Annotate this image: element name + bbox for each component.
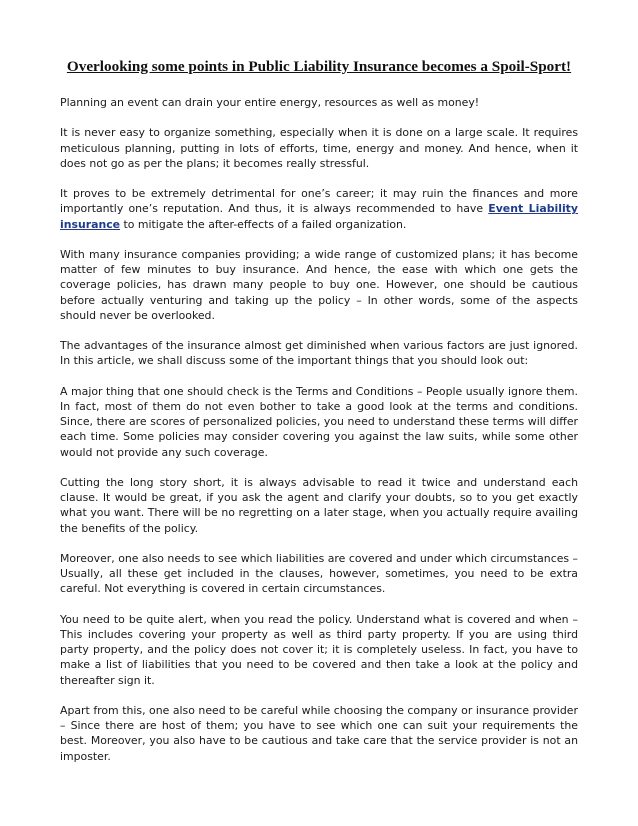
paragraph-text: to mitigate the after-effects of a failed organization. bbox=[120, 217, 407, 231]
paragraph-text: It proves to be extremely detrimental for one’s career; it may ruin the finances and more importantly one’s reputation. And thus, it is always recommended to have bbox=[60, 187, 578, 216]
paragraph-intro: Planning an event can drain your entire energy, resources as well as money! bbox=[60, 96, 480, 109]
paragraph-alert: You need to be quite alert, when you read the policy. Understand what is covered and when – This includes covering your property as well as third party property. If you are using third party property, and the policy does not cover it; it is completely useless. In fact, you have to make a list of liabilities that you need to be covered and then take a look at the policy and thereafter sign it. bbox=[60, 612, 578, 687]
paragraph-advantages: The advantages of the insurance almost get diminished when various factors are just ignored. In this article, we shall discuss some of the important things that you should look out: bbox=[60, 339, 578, 368]
paragraph-recommendation bbox=[60, 186, 578, 232]
paragraph-read-twice: Cutting the long story short, it is always advisable to read it twice and understand each clause. It would be great, if you ask the agent and clarify your doubts, so to you get exactly what you want. There will be no regretting on a later stage, when you actually require availing the benefits of the policy. bbox=[60, 475, 578, 535]
paragraph-terms: A major thing that one should check is the Terms and Conditions – People usually ignore them. In fact, most of them do not even bother to take a good look at the terms and conditions. Since, there are scores of personalized policies, you need to understand these terms will differ each time. Some policies may consider covering you against the law suits, while some other would not provide any such coverage. bbox=[60, 384, 578, 459]
event-liability-insurance-link[interactable]: Event Liability insurance bbox=[60, 202, 578, 231]
paragraph-provider: Apart from this, one also need to be careful while choosing the company or insurance provider – Since there are host of them; you have to see which one can suit your requirements the best. Moreover, you also have to be cautious and take care that the service provider is not an imposter. bbox=[60, 703, 578, 763]
paragraph-liabilities: Moreover, one also needs to see which liabilities are covered and under which circumstances – Usually, all these get included in the clauses, however, sometimes, you need to be extra careful. Not everything is covered in certain circumstances. bbox=[60, 551, 578, 596]
document-title: Overlooking some points in Public Liability Insurance becomes a Spoil-Sport! bbox=[66, 58, 572, 75]
paragraph-organize: It is never easy to organize something, especially when it is done on a large scale. It requires meticulous planning, putting in lots of efforts, time, energy and money. And hence, when it does not go as per the plans; it becomes really stressful. bbox=[60, 126, 578, 170]
paragraph-companies: With many insurance companies providing; a wide range of customized plans; it has become matter of few minutes to buy insurance. And hence, the ease with which one gets the coverage policies, has drawn many people to buy one. However, one should be cautious before actually venturing and taking up the policy – In other words, some of the aspects should never be overlooked. bbox=[60, 247, 578, 322]
document-page bbox=[60, 58, 578, 779]
